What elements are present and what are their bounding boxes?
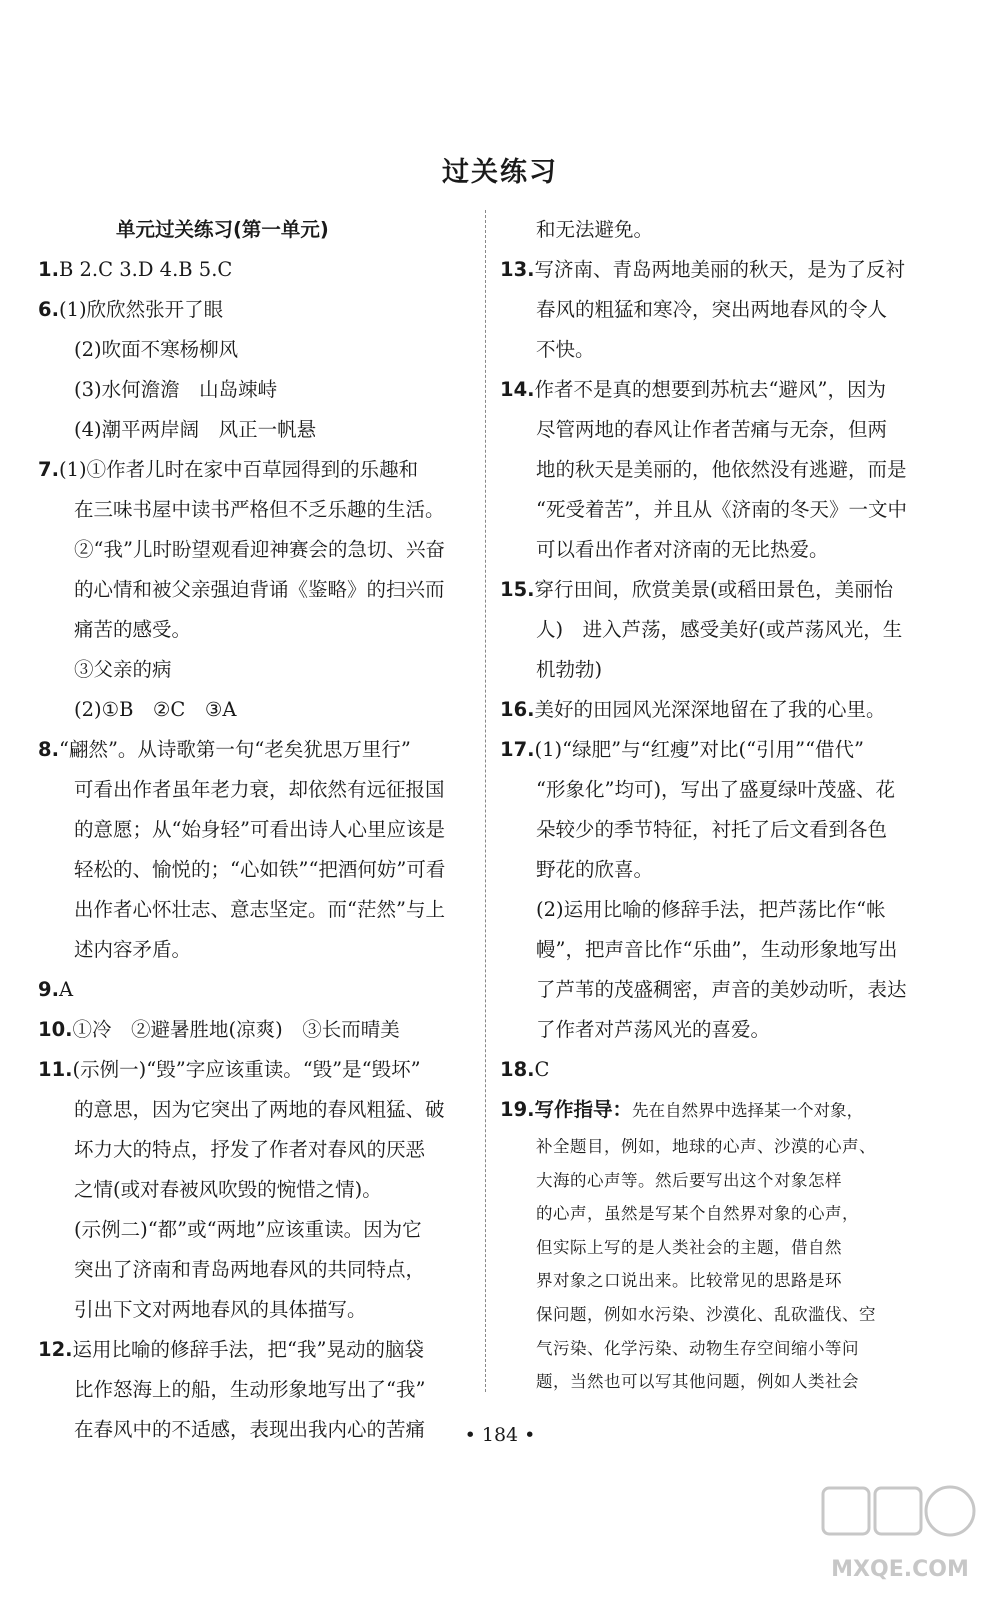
question-8-line: 可看出作者虽年老力衰，却依然有远征报国 [74, 778, 445, 801]
question-13-line: 春风的粗猛和寒冷，突出两地春风的令人 [536, 298, 888, 321]
question-12-line: 在春风中的不适感，表现出我内心的苦痛 [74, 1418, 426, 1441]
question-7-line: (2)①B ②C ③A [74, 698, 237, 721]
question-6-line: (4)潮平两岸阔 风正一帆悬 [74, 418, 317, 441]
question-7: 7.(1)①作者儿时在家中百草园得到的乐趣和 [38, 458, 419, 481]
question-17-line: 了芦苇的茂盛稠密，声音的美妙动听，表达 [536, 978, 907, 1001]
question-12-continuation: 和无法避免。 [536, 218, 654, 241]
watermark-circle [926, 1487, 974, 1535]
watermark-square-2 [875, 1488, 921, 1534]
question-14-line: 地的秋天是美丽的，他依然没有逃避，而是 [536, 458, 907, 481]
question-9: 9.A [38, 978, 74, 1001]
question-16: 16.美好的田园风光深深地留在了我的心里。 [500, 698, 886, 721]
question-6-line: (3)水何澹澹 山岛竦峙 [74, 378, 278, 401]
question-11: 11.(示例一)“毁”字应该重读。“毁”是“毁坏” [38, 1058, 421, 1081]
page-number: • 184 • [464, 1424, 536, 1446]
watermark-text: MXQE.COM [831, 1557, 969, 1582]
question-17-line: 野花的欣喜。 [536, 858, 654, 881]
question-15: 15.穿行田间，欣赏美景(或稻田景色，美丽怡 [500, 578, 894, 601]
question-11-line: 突出了济南和青岛两地春风的共同特点， [74, 1258, 426, 1281]
question-12: 12.运用比喻的修辞手法，把“我”晃动的脑袋 [38, 1338, 424, 1361]
question-14-line: “死受着苦”，并且从《济南的冬天》一文中 [536, 498, 907, 521]
question-17-line: 朵较少的季节特征，衬托了后文看到各色 [536, 818, 888, 841]
answers-1-5: 1.B 2.C 3.D 4.B 5.C [38, 258, 233, 281]
watermark-square-1 [823, 1488, 869, 1534]
question-19-line: 但实际上写的是人类社会的主题，借自然 [536, 1237, 842, 1257]
question-11-line: (示例二)“都”或“两地”应该重读。因为它 [74, 1218, 422, 1241]
question-19-line: 的心声，虽然是写某个自然界对象的心声， [536, 1204, 859, 1224]
left-column [38, 210, 476, 1450]
question-7-line: ③父亲的病 [74, 658, 172, 681]
question-17-line: (2)运用比喻的修辞手法，把芦荡比作“帐 [536, 898, 886, 921]
question-15-line: 机勃勃) [536, 658, 603, 681]
question-17-line: “形象化”均可)，写出了盛夏绿叶茂盛、花 [536, 778, 896, 801]
question-11-line: 之情(或对春被风吹毁的惋惜之情)。 [74, 1178, 382, 1201]
question-19-line: 气污染、化学污染、动物生存空间缩小等问 [536, 1338, 859, 1358]
right-column [500, 210, 930, 1399]
question-19-line: 大海的心声等。然后要写出这个对象怎样 [536, 1170, 842, 1190]
question-13: 13.写济南、青岛两地美丽的秋天，是为了反衬 [500, 258, 906, 281]
question-14-line: 尽管两地的春风让作者苦痛与无奈，但两 [536, 418, 888, 441]
page-title: 过关练习 [442, 157, 558, 188]
question-19: 19.写作指导：先在自然界中选择某一个对象， [500, 1098, 864, 1121]
question-7-line: 在三味书屋中读书严格但不乏乐趣的生活。 [74, 498, 445, 521]
question-13-line: 不快。 [536, 338, 595, 361]
question-8-line: 述内容矛盾。 [74, 938, 192, 961]
question-11-line: 坏力大的特点，抒发了作者对春风的厌恶 [74, 1138, 426, 1161]
question-12-line: 比作怒海上的船，生动形象地写出了“我” [74, 1378, 426, 1401]
question-14: 14.作者不是真的想要到苏杭去“避风”，因为 [500, 378, 886, 401]
section-heading: 单元过关练习(第一单元) [116, 218, 329, 241]
question-15-line: 人) 进入芦荡，感受美好(或芦荡风光，生 [536, 618, 903, 641]
watermark-logo [815, 1480, 985, 1590]
question-6-line: (2)吹面不寒杨柳风 [74, 338, 239, 361]
question-8: 8.“翩然”。从诗歌第一句“老矣犹思万里行” [38, 738, 411, 761]
question-8-line: 出作者心怀壮志、意志坚定。而“茫然”与上 [74, 898, 445, 921]
question-19-line: 界对象之口说出来。比较常见的思路是环 [536, 1271, 842, 1291]
writing-guide-label: 写作指导： [534, 1098, 633, 1121]
question-14-line: 可以看出作者对济南的无比热爱。 [536, 538, 829, 561]
question-7-line: 的心情和被父亲强迫背诵《鉴略》的扫兴而 [74, 578, 445, 601]
question-17-line: 了作者对芦荡风光的喜爱。 [536, 1018, 771, 1041]
question-7-line: ②“我”儿时盼望观看迎神赛会的急切、兴奋 [74, 538, 445, 561]
question-8-line: 轻松的、愉悦的；“心如铁”“把酒何妨”可看 [74, 858, 446, 881]
column-divider [485, 210, 486, 1392]
question-11-line: 的意思，因为它突出了两地的春风粗猛、破 [74, 1098, 445, 1121]
question-17: 17.(1)“绿肥”与“红瘦”对比(“引用”“借代” [500, 738, 865, 761]
question-7-line: 痛苦的感受。 [74, 618, 192, 641]
question-19-line: 补全题目，例如，地球的心声、沙漠的心声、 [536, 1137, 876, 1156]
question-19-line: 保问题，例如水污染、沙漠化、乱砍滥伐、空 [536, 1304, 876, 1324]
question-8-line: 的意愿；从“始身轻”可看出诗人心里应该是 [74, 818, 445, 841]
question-18: 18.C [500, 1058, 550, 1081]
question-6: 6.(1)欣欣然张开了眼 [38, 298, 224, 321]
question-11-line: 引出下文对两地春风的具体描写。 [74, 1298, 367, 1321]
question-17-line: 幔”，把声音比作“乐曲”，生动形象地写出 [536, 938, 898, 961]
question-10: 10.①冷 ②避暑胜地(凉爽) ③长而晴美 [38, 1018, 400, 1041]
question-19-line: 题，当然也可以写其他问题，例如人类社会 [536, 1372, 859, 1392]
